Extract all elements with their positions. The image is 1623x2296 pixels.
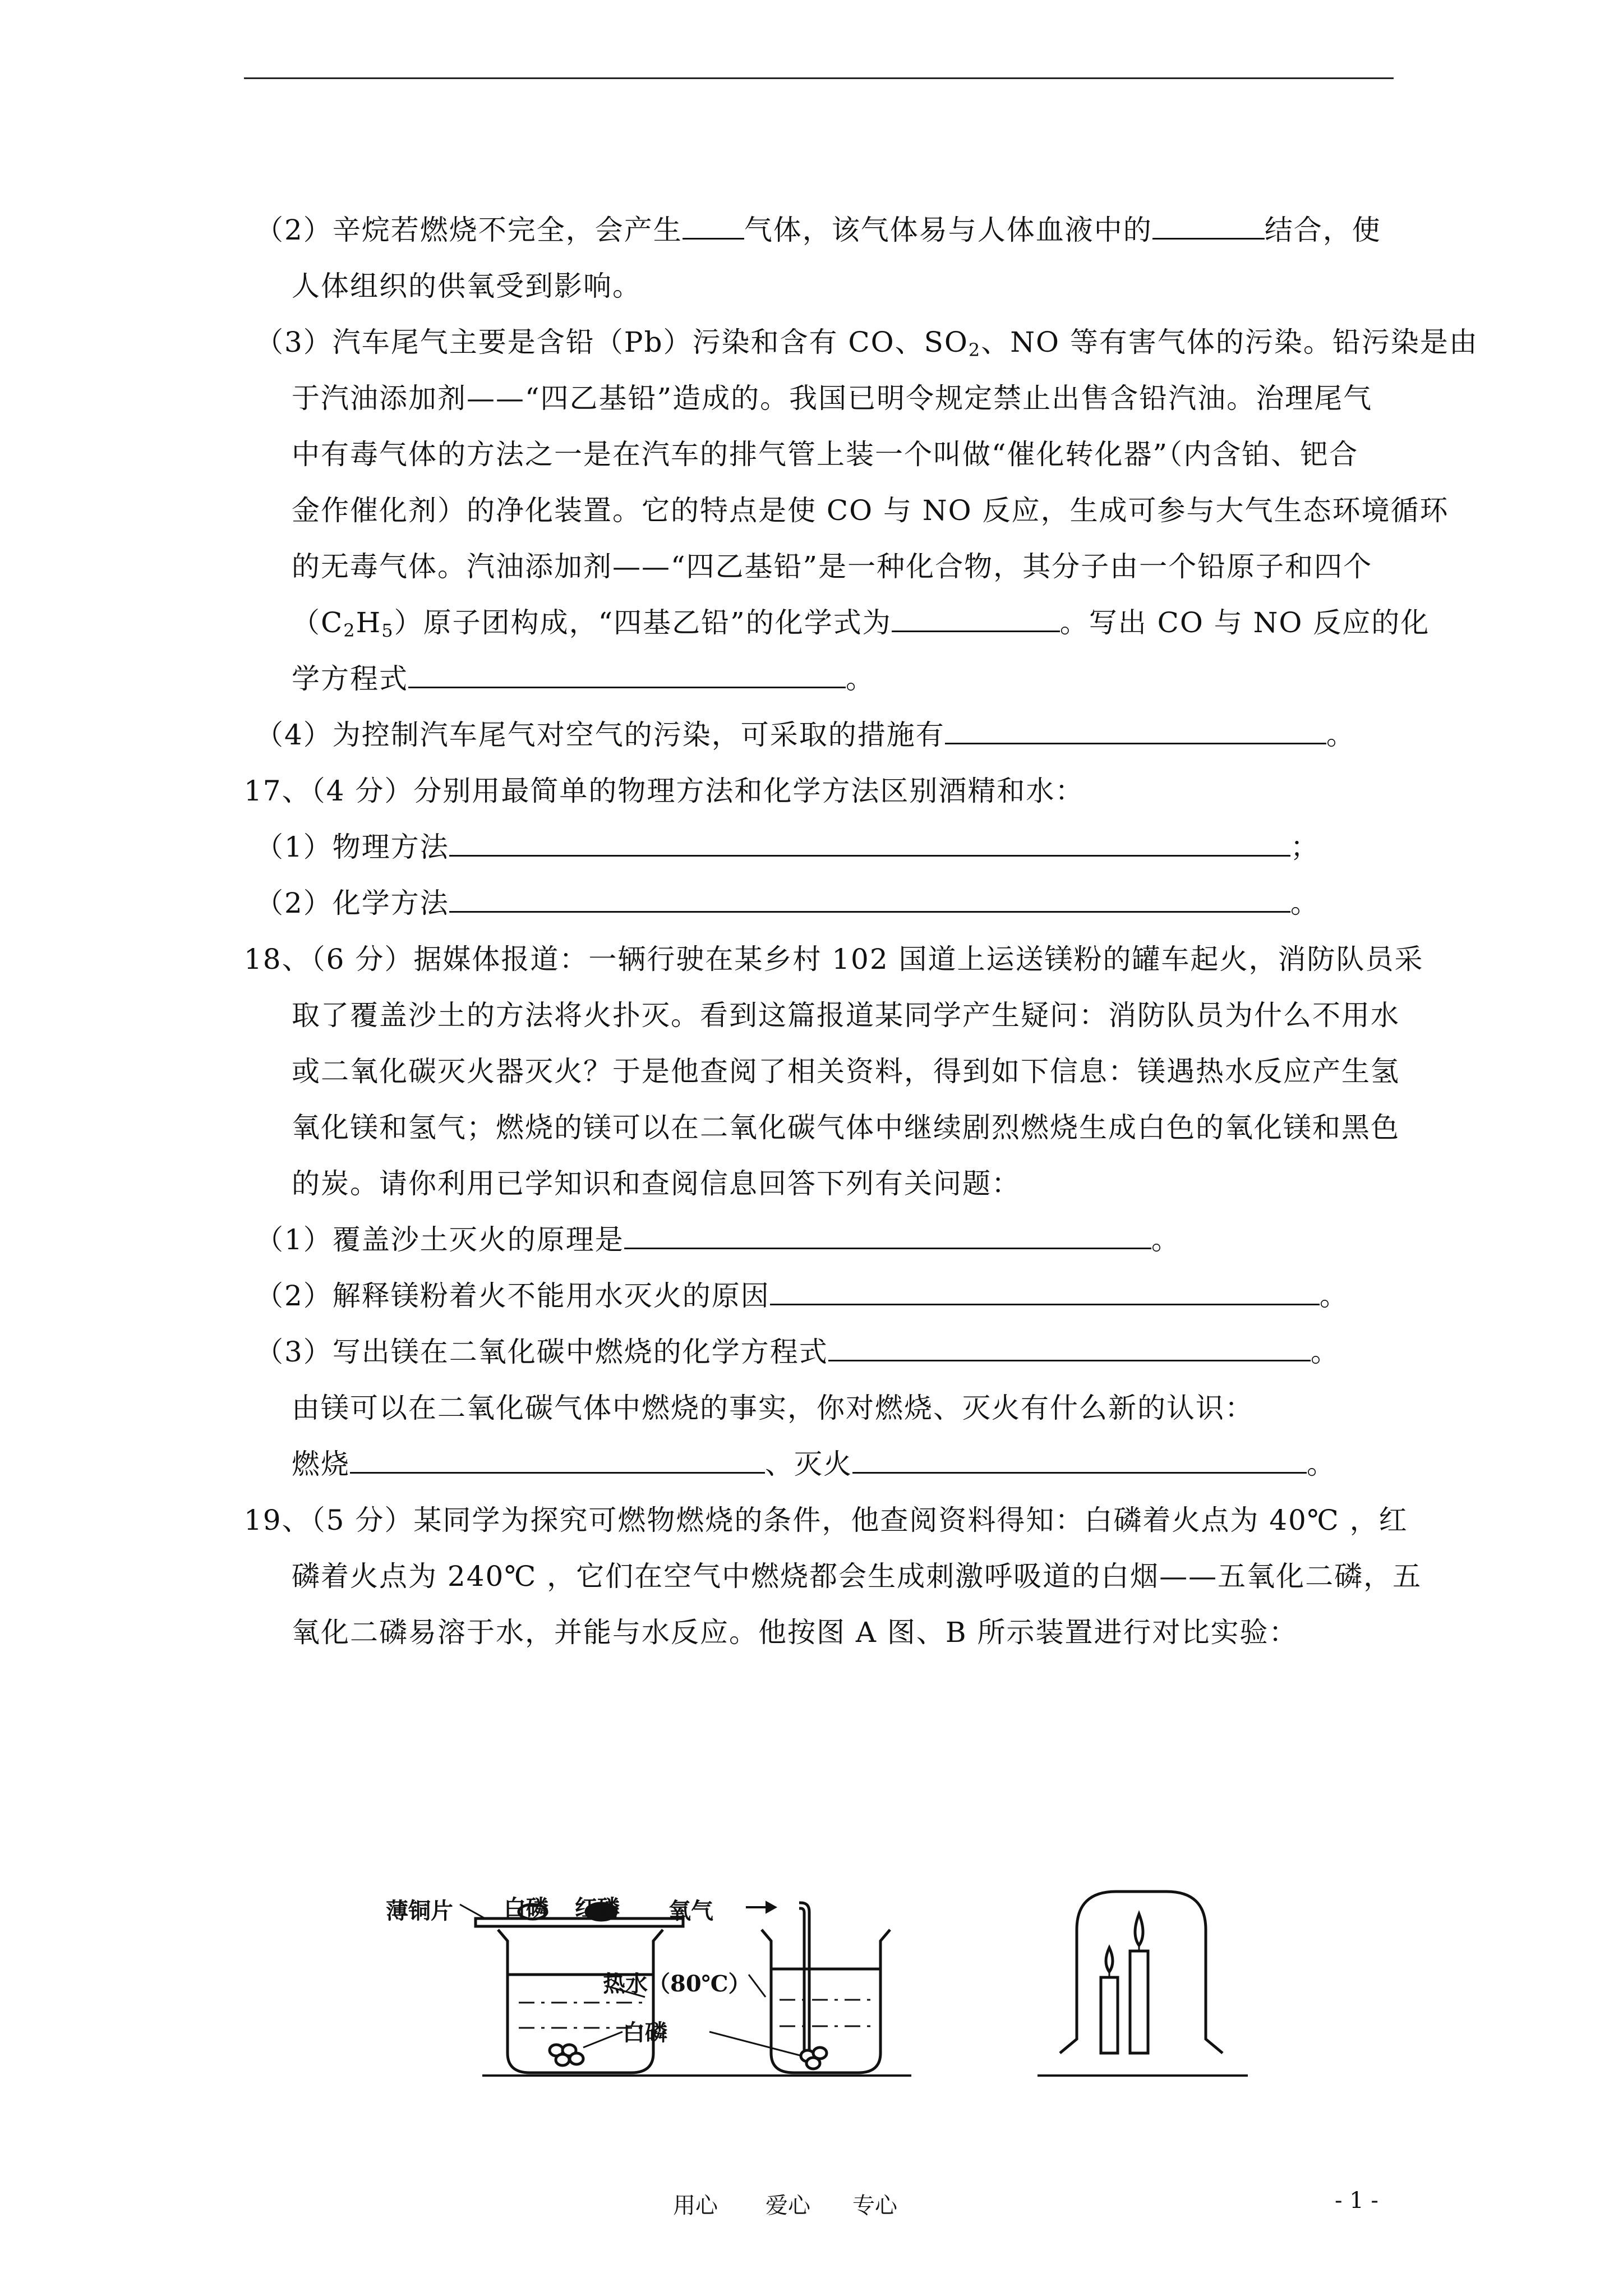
candle-short: [1101, 1948, 1118, 2053]
subscript: 5: [381, 620, 394, 641]
text: 热水（: [603, 1971, 670, 1997]
footer-motto-3: 专心: [852, 2193, 897, 2219]
footer-motto-2: 爱心: [766, 2193, 810, 2219]
q19-line1: 19、（5 分）某同学为探究可燃物燃烧的条件，他查阅资料得知：白磷着火点为 40℃ ，红: [244, 1504, 1408, 1536]
page-number: - 1 -: [1335, 2188, 1378, 2214]
text: 。: [1290, 887, 1320, 919]
text: 80℃: [670, 1971, 728, 1997]
text: （2）化学方法: [255, 887, 449, 919]
label-oxygen: 氧气: [668, 1898, 713, 1924]
text: 。: [1151, 1223, 1181, 1256]
text: （3）汽车尾气主要是含铅（Pb）污染和含有 CO、SO: [255, 326, 969, 358]
candle-tall: [1130, 1914, 1148, 2053]
q16-part3-line2: 于汽油添加剂——“四乙基铅”造成的。我国已明令规定禁止出售含铅汽油。治理尾气: [292, 382, 1373, 415]
text: 。: [1310, 1336, 1340, 1368]
q18-line2: 取了覆盖沙土的方法将火扑灭。看到这篇报道某同学产生疑问：消防队员为什么不用水: [292, 999, 1400, 1032]
text: （2）解释镁粉着火不能用水灭火的原因: [255, 1280, 770, 1312]
white-p-leader-right: [709, 2032, 802, 2056]
q16-part2-line2: 人体组织的供氧受到影响。: [292, 270, 642, 302]
text: 、灭火: [765, 1448, 852, 1480]
text: 。写出 CO 与 NO 反应的化: [1059, 606, 1430, 639]
white-p-leader-left: [583, 2032, 623, 2047]
text: 学方程式: [292, 662, 408, 695]
text: （2）辛烷若燃烧不完全，会产生: [255, 214, 683, 246]
text: （1）物理方法: [255, 831, 449, 863]
beaker-b: [762, 1903, 890, 2073]
q16-part3-line5: 的无毒气体。汽油添加剂——“四乙基铅”是一种化合物，其分子由一个铅原子和四个: [292, 550, 1373, 583]
q18-line5: 的炭。请你利用已学知识和查阅信息回答下列有关问题：: [292, 1167, 1021, 1200]
label-white-phosphorus-water: 白磷: [623, 2019, 667, 2046]
text: 燃烧: [292, 1448, 350, 1480]
q18-line1: 18、（6 分）据媒体报道：一辆行驶在某乡村 102 国道上运送镁粉的罐车起火，消防队员采: [244, 943, 1424, 976]
q18-part4: 由镁可以在二氧化碳气体中燃烧的事实，你对燃烧、灭火有什么新的认识：: [292, 1392, 1254, 1424]
text: 气体，该气体易与人体血液中的: [744, 214, 1152, 246]
subscript: 2: [343, 620, 356, 641]
text: （4）为控制汽车尾气对空气的污染，可采取的措施有: [255, 719, 945, 751]
hot-water-leader: [749, 1975, 766, 1997]
q17-stem: 17、（4 分）分别用最简单的物理方法和化学方法区别酒精和水：: [244, 775, 1085, 807]
label-copper-sheet: 薄铜片: [386, 1898, 453, 1924]
text: 。: [846, 662, 875, 695]
text: （C: [292, 606, 344, 639]
label-white-phosphorus: 白磷: [504, 1895, 548, 1921]
label-hot-water: [603, 1966, 751, 1998]
q16-part3-line3: 中有毒气体的方法之一是在汽车的排气管上装一个叫做“催化转化器”（内含铂、钯合: [292, 438, 1359, 471]
footer-motto-1: 用心: [673, 2193, 718, 2219]
text: ；: [1290, 831, 1320, 863]
q16-part3-line4: 金作催化剂）的净化装置。它的特点是使 CO 与 NO 反应，生成可参与大气生态环境循环: [292, 494, 1449, 527]
q19-line2: 磷着火点为 240℃ ，它们在空气中燃烧都会生成刺激呼吸道的白烟——五氧化二磷，五: [292, 1560, 1422, 1593]
q18-line3: 或二氧化碳灭火器灭火？于是他查阅了相关资料，得到如下信息：镁遇热水反应产生氢: [292, 1055, 1400, 1088]
label-red-phosphorus: 红磷: [575, 1895, 620, 1921]
text: 。: [1326, 719, 1355, 751]
text: ）原子团构成，“四基乙铅”的化学式为: [394, 606, 892, 639]
text: ）: [728, 1971, 751, 1997]
text: H: [356, 606, 382, 639]
q18-line4: 氧化镁和氢气；燃烧的镁可以在二氧化碳气体中继续剧烈燃烧生成白色的氧化镁和黑色: [292, 1111, 1400, 1144]
text: 。: [1307, 1448, 1336, 1480]
text: 。: [1319, 1280, 1349, 1312]
text: （1）覆盖沙土灭火的原理是: [255, 1223, 624, 1256]
text: （3）写出镁在二氧化碳中燃烧的化学方程式: [255, 1336, 828, 1368]
oxygen-arrowhead: [766, 1902, 776, 1913]
beaker-a: [498, 1930, 663, 2073]
text: 、NO 等有害气体的污染。铅污染是由: [981, 326, 1478, 358]
subscript: 2: [968, 339, 981, 361]
q19-line3: 氧化二磷易溶于水，并能与水反应。他按图 A 图、B 所示装置进行对比实验：: [292, 1616, 1298, 1649]
copper-leader: [460, 1904, 485, 1918]
text: 结合，使: [1264, 214, 1381, 246]
